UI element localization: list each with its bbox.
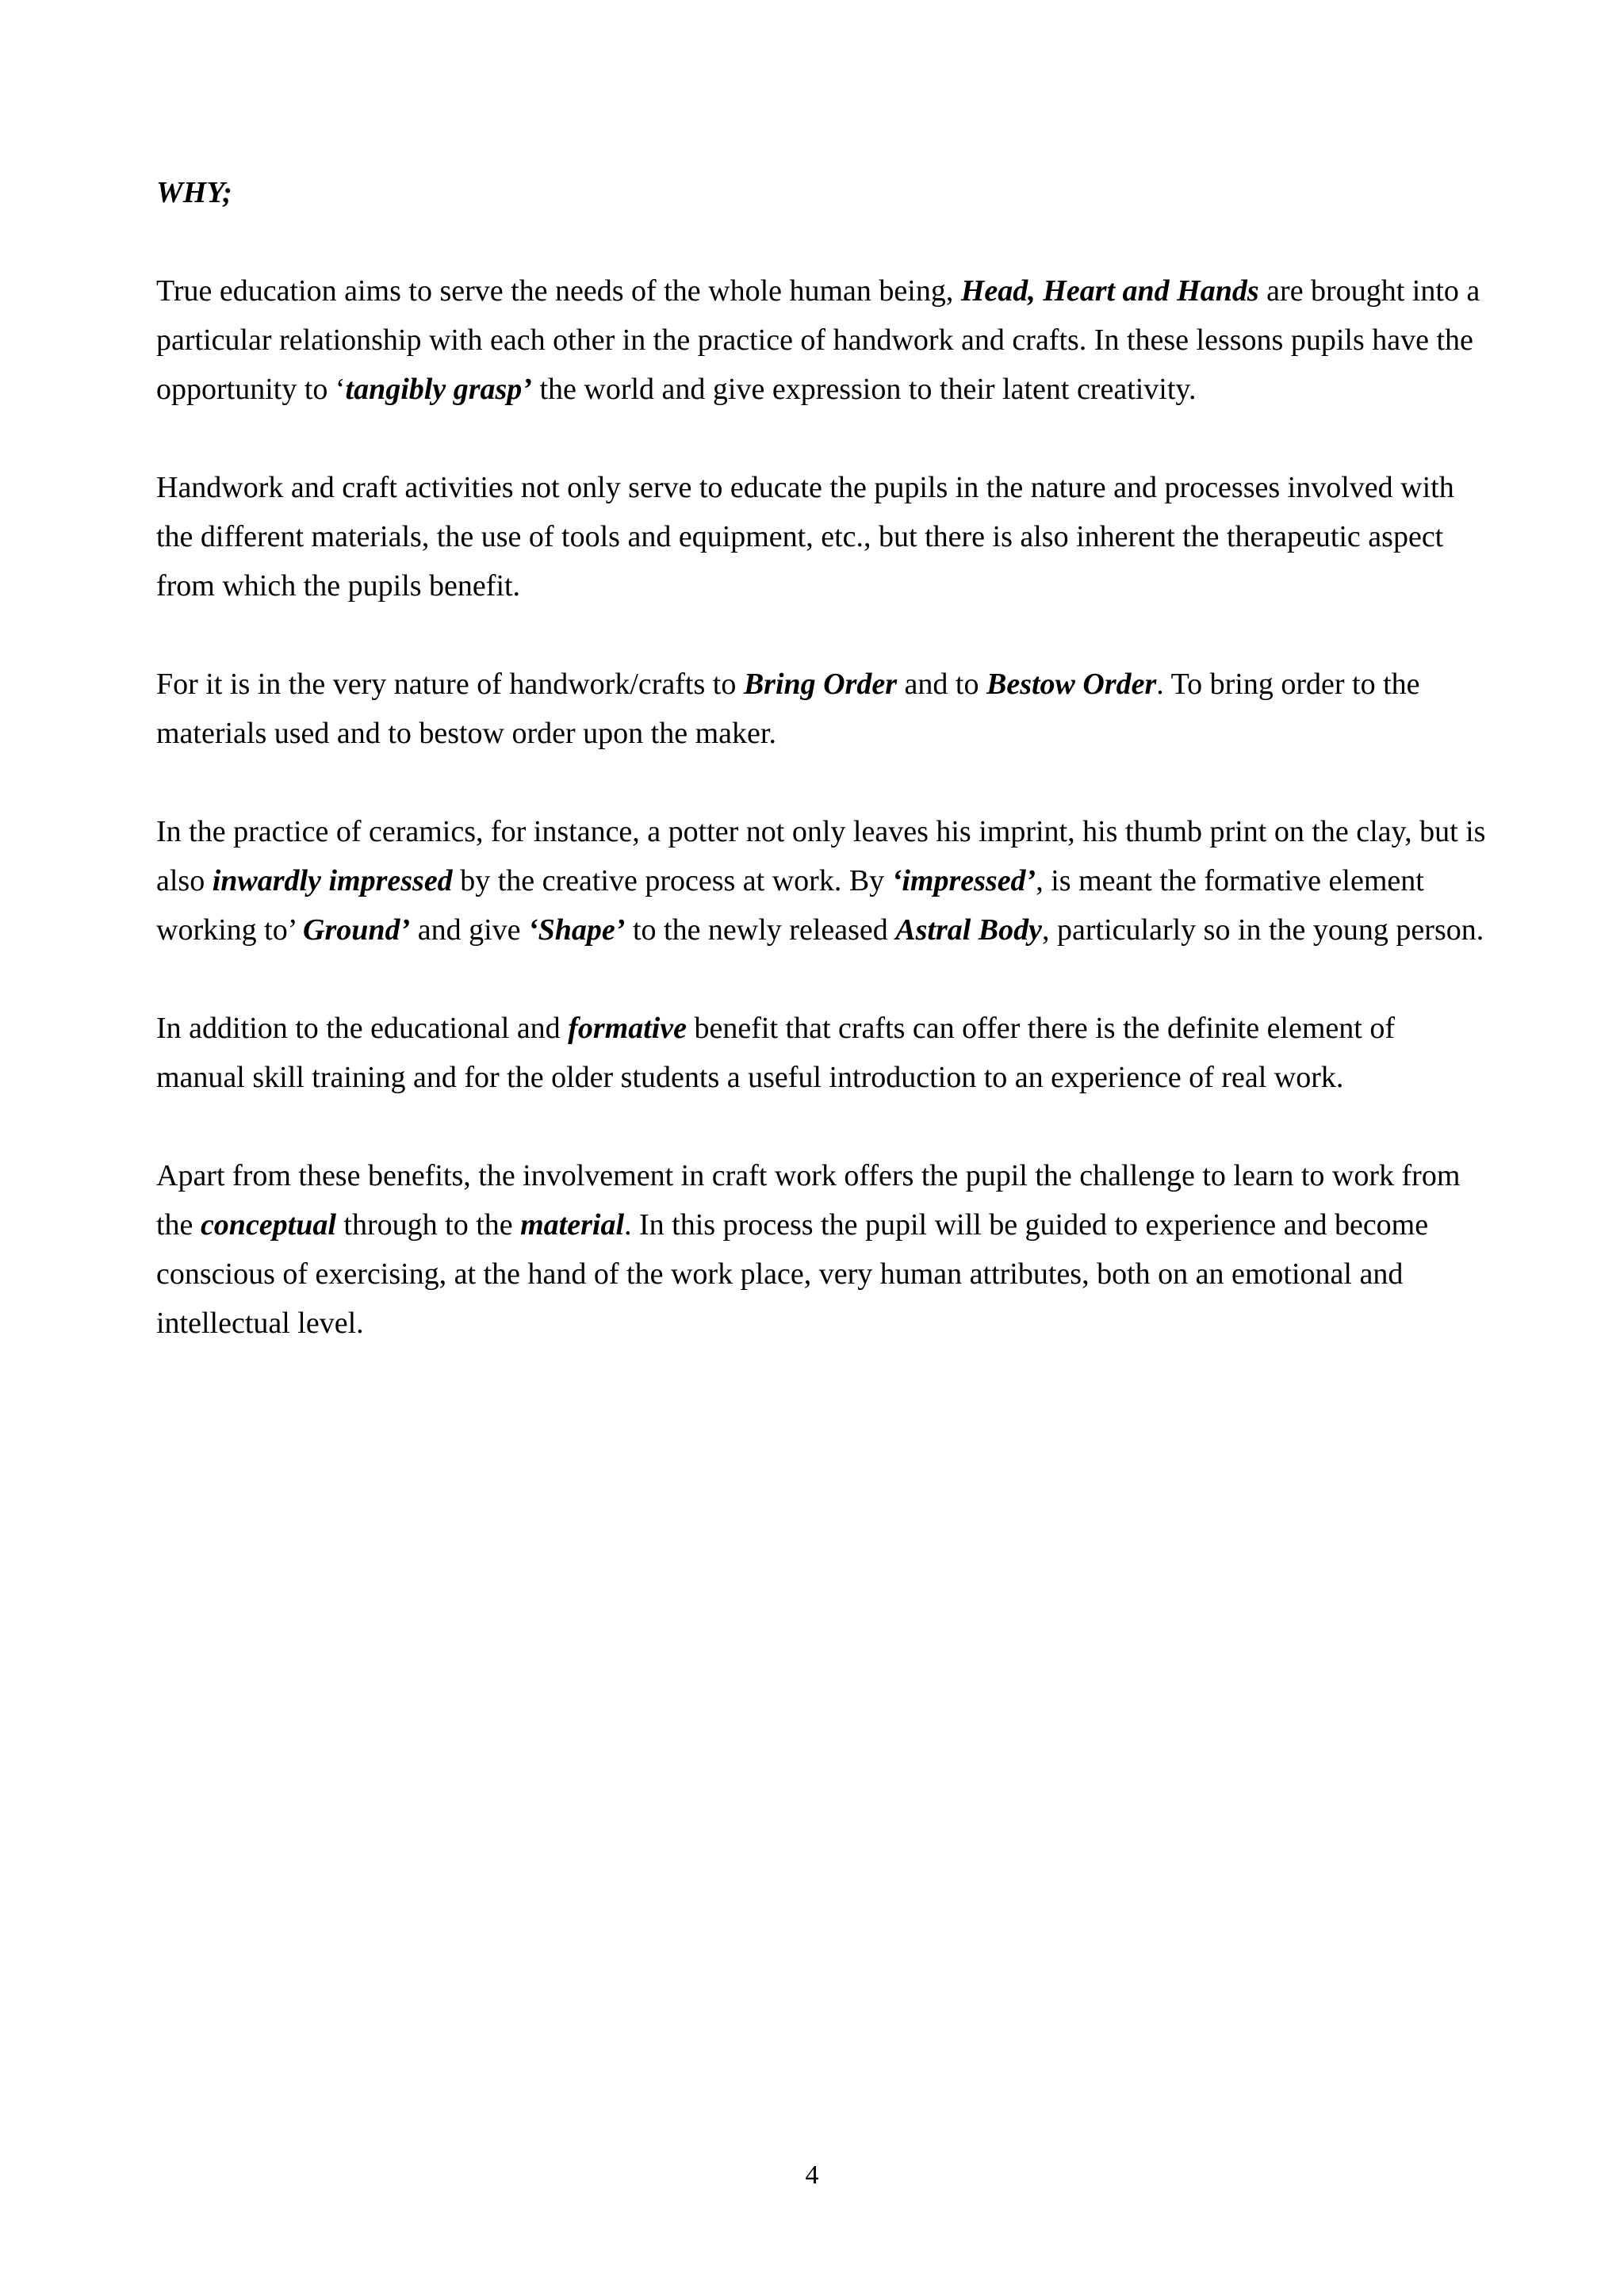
paragraph: [156, 1151, 1488, 1348]
body-text: and to: [897, 668, 986, 701]
emphasis-text: ‘impressed’: [891, 864, 1036, 897]
emphasis-text: Bestow Order: [986, 668, 1157, 701]
paragraph: [156, 463, 1488, 610]
paragraph: [156, 1004, 1488, 1102]
body-text: by the creative process at work. By: [452, 864, 892, 897]
body-text: and give: [410, 913, 528, 947]
body-text: , is meant the formative element working to’: [156, 864, 1424, 947]
emphasis-text: Astral Body: [895, 913, 1043, 947]
emphasis-text: ‘Shape’: [528, 913, 626, 947]
body-text: In addition to the educational and: [156, 1012, 569, 1045]
paragraph-list: [156, 266, 1488, 1348]
body-text: Handwork and craft activities not only serve to educate the pupils in the nature and processes involved with the different materials, the use of tools and equipment, etc., but there is also inherent the therapeutic aspect from which the pupils benefit.: [156, 471, 1454, 603]
emphasis-text: formative: [568, 1012, 688, 1045]
body-text: are brought into a particular relationship with each other in the practice of handwork and crafts. In these lessons pupils have the opportunity to ‘: [156, 274, 1480, 406]
section-heading: WHY;: [156, 176, 232, 209]
body-text: True education aims to serve the needs of the whole human being,: [156, 274, 961, 308]
body-text: In the practice of ceramics, for instance, a potter not only leaves his imprint, his thumb print on the clay, but is also: [156, 815, 1486, 897]
body-text: to the newly released: [625, 913, 896, 947]
emphasis-text: Head, Heart and Hands: [960, 274, 1259, 308]
emphasis-text: tangibly grasp’: [345, 373, 532, 406]
body-text: the world and give expression to their latent creativity.: [531, 373, 1197, 406]
emphasis-text: material: [520, 1208, 625, 1242]
body-text: For it is in the very nature of handwork/crafts to: [156, 668, 744, 701]
body-text: benefit that crafts can offer there is the definite element of manual skill training and for the older students a useful introduction to an experience of real work.: [156, 1012, 1395, 1094]
body-text: through to the: [335, 1208, 521, 1242]
emphasis-text: Ground’: [303, 913, 411, 947]
body-text: . In this process the pupil will be guided to experience and become conscious of exercising, at the hand of the work place, very human attributes, both on an emotional and intellectual level.: [156, 1208, 1429, 1340]
body-text: Apart from these benefits, the involvement in craft work offers the pupil the challenge to learn to work from the: [156, 1159, 1461, 1242]
emphasis-text: Bring Order: [743, 668, 898, 701]
paragraph: [156, 807, 1488, 955]
body-text: . To bring order to the materials used and to bestow order upon the maker.: [156, 668, 1420, 750]
document-body: [156, 168, 1488, 1348]
emphasis-text: conceptual: [200, 1208, 336, 1242]
emphasis-text: inwardly impressed: [212, 864, 453, 897]
paragraph: [156, 660, 1488, 758]
page-number: 4: [805, 2160, 819, 2190]
paragraph: [156, 266, 1488, 414]
body-text: , particularly so in the young person.: [1042, 913, 1484, 947]
